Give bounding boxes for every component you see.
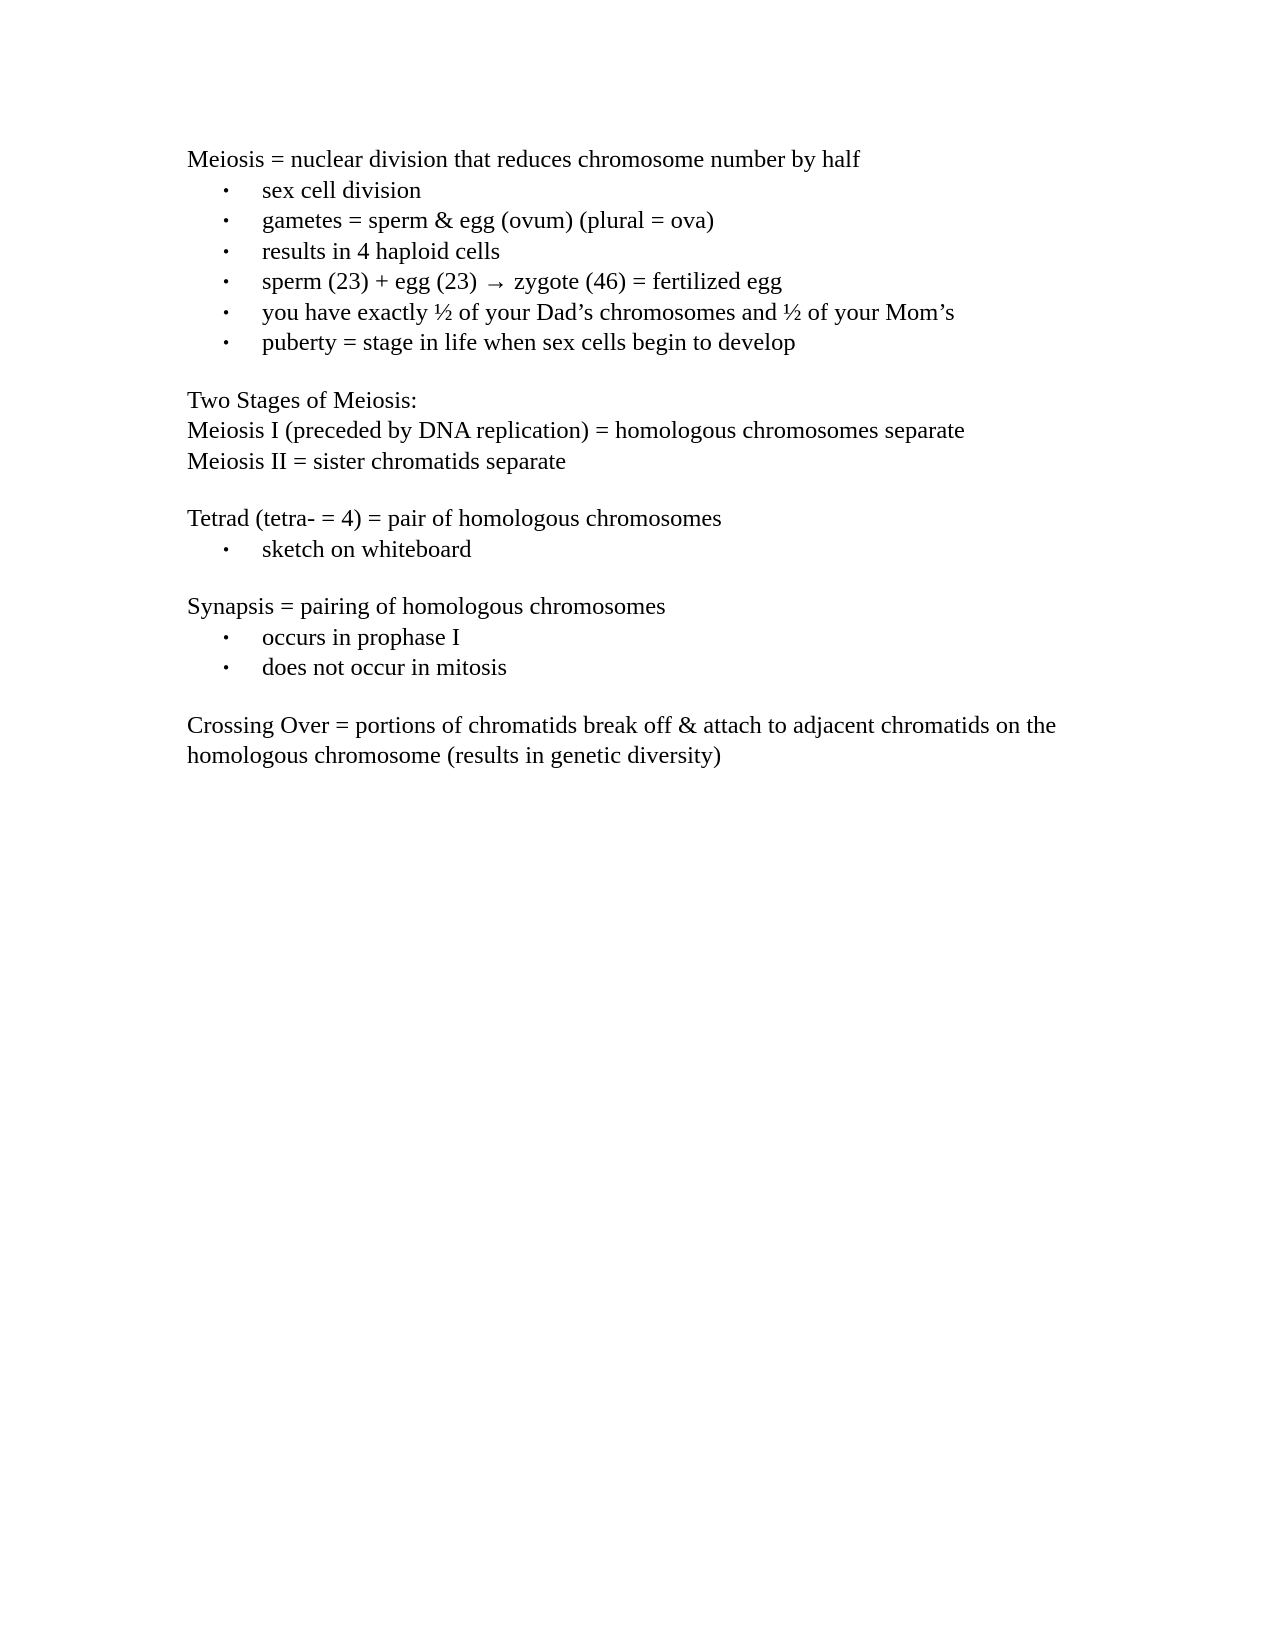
synapsis-bullet-list — [187, 623, 1107, 684]
crossing-over-section — [187, 711, 1107, 772]
meiosis-section — [187, 145, 1107, 359]
bullet-icon: • — [221, 273, 231, 291]
bullet-icon: • — [221, 334, 231, 352]
tetrad-section — [187, 504, 1107, 565]
bullet-text: occurs in prophase I — [262, 623, 460, 651]
list-item — [187, 267, 1107, 298]
bullet-text: does not occur in mitosis — [262, 654, 507, 681]
meiosis-definition: Meiosis = nuclear division that reduces chromosome number by half — [187, 146, 861, 173]
bullet-text: sketch on whiteboard — [262, 535, 472, 563]
list-item — [187, 237, 1107, 268]
bullet-text: gametes = sperm & egg (ovum) (plural = ova) — [262, 207, 715, 234]
synapsis-definition: Synapsis = pairing of homologous chromosomes — [187, 593, 666, 620]
stages-section — [187, 386, 1107, 478]
bullet-text: sex cell division — [262, 176, 422, 204]
stages-heading: Two Stages of Meiosis: — [187, 386, 418, 414]
list-item — [187, 176, 1107, 207]
list-item — [187, 653, 1107, 684]
bullet-icon: • — [221, 659, 231, 677]
bullet-icon: • — [221, 303, 231, 322]
bullet-text: you have exactly ½ of your Dad’s chromosomes and ½ of your Mom’s — [262, 298, 955, 326]
list-item — [187, 535, 1107, 566]
document-body — [187, 145, 1107, 799]
meiosis-one-line: Meiosis I (preceded by DNA replication) = homologous chromosomes separate — [187, 417, 965, 444]
meiosis-bullet-list — [187, 176, 1107, 359]
list-item — [187, 623, 1107, 654]
bullet-text: puberty = stage in life when sex cells begin to develop — [262, 329, 796, 356]
tetrad-definition: Tetrad (tetra- = 4) = pair of homologous chromosomes — [187, 505, 722, 532]
list-item — [187, 328, 1107, 359]
list-item — [187, 206, 1107, 237]
tetrad-bullet-list — [187, 535, 1107, 566]
bullet-text: results in 4 haploid cells — [262, 237, 501, 265]
synapsis-section — [187, 592, 1107, 684]
crossing-over-definition: Crossing Over = portions of chromatids break off & attach to adjacent chromatids on the homologous chromosome (results in genetic diversity) — [187, 711, 1057, 769]
list-item — [187, 298, 1107, 329]
meiosis-two-line: Meiosis II = sister chromatids separate — [187, 447, 567, 475]
bullet-icon: • — [221, 540, 231, 559]
bullet-text: sperm (23) + egg (23) → zygote (46) = fertilized egg — [262, 268, 783, 295]
bullet-icon: • — [221, 212, 231, 230]
bullet-icon: • — [221, 628, 231, 647]
bullet-icon: • — [221, 181, 231, 200]
bullet-icon: • — [221, 242, 231, 261]
